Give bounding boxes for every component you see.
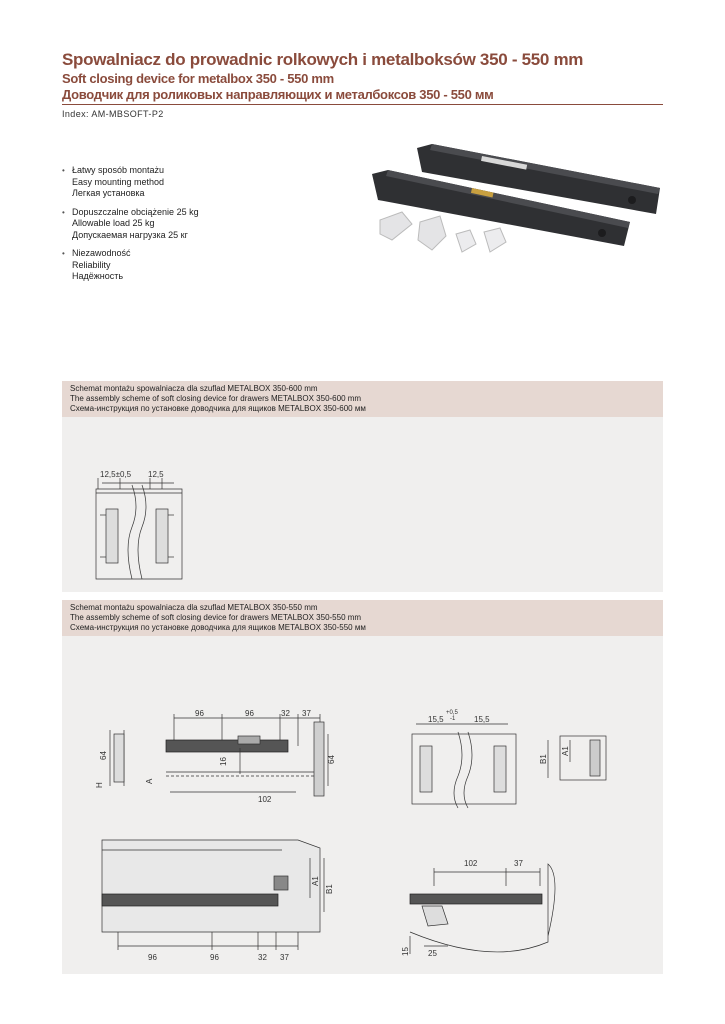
front-view-drawing xyxy=(412,724,516,808)
product-index: Index: AM-MBSOFT-P2 xyxy=(62,109,164,119)
dim-label: 96 xyxy=(195,709,204,718)
tolerance-label: +0,5 xyxy=(446,710,458,716)
dim-label: B1 xyxy=(539,754,548,764)
dim-label: A xyxy=(145,778,154,784)
bullet-icon: • xyxy=(62,249,65,258)
dim-label: 64 xyxy=(99,751,108,760)
feature-text-pl: Łatwy sposób montażu xyxy=(72,165,165,175)
feature-text-ru: Легкая установка xyxy=(72,188,145,198)
bullet-icon: • xyxy=(62,166,65,175)
dim-label: 64 xyxy=(327,755,336,764)
panel-heading xyxy=(62,381,663,417)
panel-heading-pl: Schemat montażu spowalniacza dla szuflad METALBOX 350-550 mm xyxy=(70,603,318,612)
feature-list xyxy=(62,165,199,290)
dim-label: 15,5 xyxy=(428,715,444,724)
bottom-view-drawing xyxy=(102,840,324,950)
assembly-drawings xyxy=(62,636,663,976)
side-view-drawing xyxy=(110,714,328,796)
tolerance-label: -1 xyxy=(450,716,456,722)
dim-label: 102 xyxy=(464,859,478,868)
dim-label: 96 xyxy=(210,953,219,962)
panel-heading-pl: Schemat montażu spowalniacza dla szuflad METALBOX 350-600 mm xyxy=(70,384,318,393)
feature-item xyxy=(62,207,199,242)
dim-label: 37 xyxy=(280,953,289,962)
dim-label: 96 xyxy=(148,953,157,962)
dim-label: 15 xyxy=(401,947,410,956)
front-section-drawing xyxy=(62,417,663,595)
feature-text-en: Easy mounting method xyxy=(72,176,165,187)
dim-label: H xyxy=(95,782,104,788)
bullet-icon: • xyxy=(62,207,65,217)
feature-text-pl: Niezawodność xyxy=(72,248,131,258)
panel-heading-ru: Схема-инструкция по установке доводчика для ящиков METALBOX 350-600 мм xyxy=(70,404,366,413)
feature-text-en: Reliability xyxy=(72,259,111,270)
feature-text-ru: Допускаемая нагрузка 25 кг xyxy=(72,229,188,240)
feature-text-ru: Надёжность xyxy=(72,271,124,281)
dim-label: B1 xyxy=(325,884,334,894)
title-divider xyxy=(62,104,663,105)
assembly-panel-350-600 xyxy=(62,381,663,592)
assembly-panel-350-550 xyxy=(62,600,663,974)
product-photo xyxy=(362,138,662,268)
dim-label: 32 xyxy=(258,953,267,962)
dim-label: 12,5±0,5 xyxy=(100,470,132,479)
page-title-ru: Доводчик для роликовых направляющих и металбоксов 350 - 550 мм xyxy=(62,87,494,102)
dim-label: A1 xyxy=(561,746,570,756)
dim-label: 96 xyxy=(245,709,254,718)
page-title-en: Soft closing device for metalbox 350 - 550 mm xyxy=(62,71,334,86)
dim-label: 12,5 xyxy=(148,470,164,479)
feature-item xyxy=(62,248,199,283)
detail-view-drawing xyxy=(548,736,606,780)
cut-view-drawing xyxy=(410,864,555,954)
dim-label: 32 xyxy=(281,709,290,718)
dim-label: A1 xyxy=(311,876,320,886)
panel-heading-ru: Схема-инструкция по установке доводчика для ящиков METALBOX 350-550 мм xyxy=(70,623,366,632)
feature-item xyxy=(62,165,199,200)
dim-label: 102 xyxy=(258,795,272,804)
feature-text-en: Allowable load 25 kg xyxy=(72,218,155,228)
dim-label: 37 xyxy=(302,709,311,718)
dim-label: 15,5 xyxy=(474,715,490,724)
dim-label: 37 xyxy=(514,859,523,868)
feature-text-pl: Dopuszczalne obciążenie 25 kg xyxy=(72,206,199,217)
dim-label: 16 xyxy=(219,757,228,766)
panel-heading xyxy=(62,600,663,636)
dim-label: 25 xyxy=(428,949,437,958)
panel-heading-en: The assembly scheme of soft closing device for drawers METALBOX 350-600 mm xyxy=(70,394,362,403)
panel-heading-en: The assembly scheme of soft closing device for drawers METALBOX 350-550 mm xyxy=(70,613,362,622)
page-title-pl: Spowalniacz do prowadnic rolkowych i metalboksów 350 - 550 mm xyxy=(62,50,584,69)
